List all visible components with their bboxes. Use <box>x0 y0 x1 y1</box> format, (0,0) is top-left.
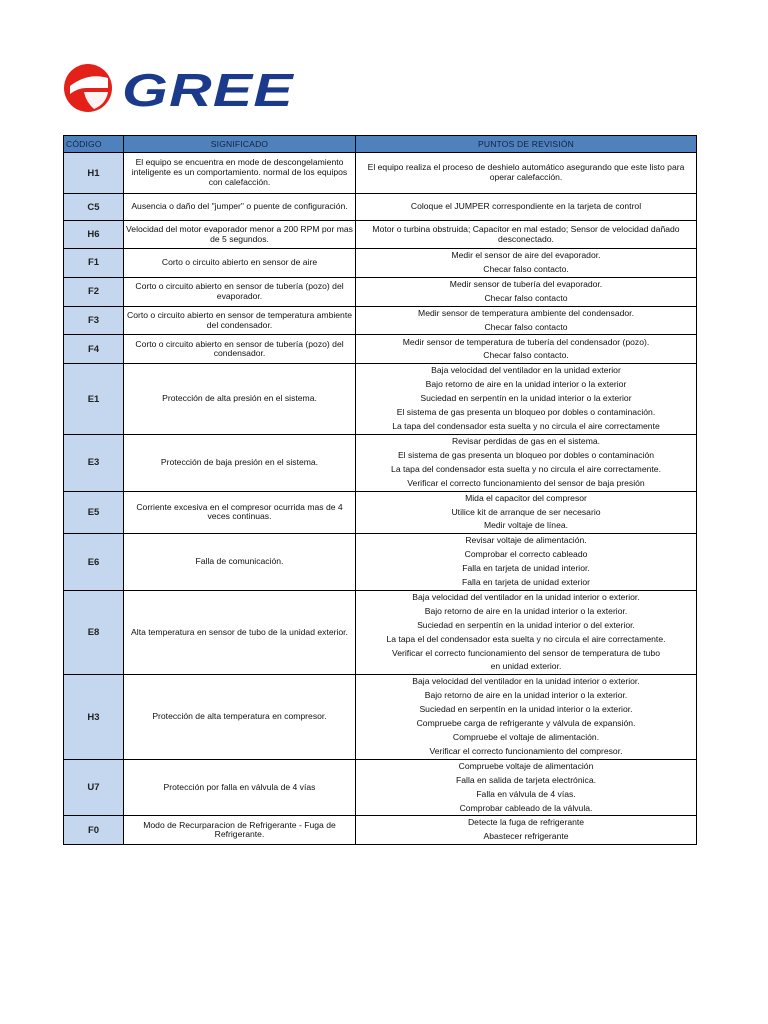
checks-cell <box>356 590 697 674</box>
meaning-cell: Corto o circuito abierto en sensor de aire <box>124 249 356 278</box>
check-item: en unidad exterior. <box>490 661 562 672</box>
checks-cell <box>356 759 697 816</box>
meaning-cell: Protección de alta presión en el sistema. <box>124 364 356 435</box>
checks-cell <box>356 306 697 335</box>
meaning-cell: Corto o circuito abierto en sensor de tubería (pozo) del condensador. <box>124 335 356 364</box>
error-code-cell: E1 <box>64 364 124 435</box>
check-item: Bajo retorno de aire en la unidad interior o la exterior. <box>424 690 628 701</box>
check-item: Medir sensor de temperatura de tubería del condensador (pozo). <box>402 336 650 347</box>
table-row <box>64 759 697 816</box>
table-row <box>64 816 697 845</box>
checks-cell <box>356 816 697 845</box>
svg-text:GREE: GREE <box>122 64 295 114</box>
meaning-cell: Modo de Recurparacion de Refrigerante - Fuga de Refrigerante. <box>124 816 356 845</box>
checks-cell <box>356 534 697 591</box>
meaning-cell: Corriente excesiva en el compresor ocurrida mas de 4 veces continuas. <box>124 491 356 534</box>
table-row <box>64 153 697 194</box>
check-item: Compruebe voltaje de alimentación <box>458 760 594 771</box>
table-row <box>64 434 697 491</box>
error-code-cell: H1 <box>64 153 124 194</box>
check-item: Utilice kit de arranque de ser necesario <box>451 506 601 517</box>
table-row <box>64 364 697 435</box>
check-item: Verificar el correcto funcionamiento del compresor. <box>429 745 623 756</box>
table-row <box>64 194 697 221</box>
meaning-cell: Corto o circuito abierto en sensor de tubería (pozo) del evaporador. <box>124 277 356 306</box>
check-item: Checar falso contacto. <box>483 263 569 274</box>
checks-cell <box>356 675 697 759</box>
checks-cell <box>356 249 697 278</box>
check-item: Suciedad en serpentín en la unidad interior o la exterior <box>420 393 632 404</box>
check-item: Comprobar cableado de la válvula. <box>459 802 593 813</box>
check-item: El equipo realiza el proceso de deshielo automático asegurando que este listo para operar calefacción. <box>367 162 685 182</box>
table-row <box>64 306 697 335</box>
gree-logo <box>64 64 296 114</box>
check-item: Comprobar el correcto cableado <box>464 549 588 560</box>
error-code-cell: E3 <box>64 434 124 491</box>
checks-cell <box>356 491 697 534</box>
header-meaning: SIGNIFICADO <box>124 136 356 153</box>
error-code-cell: F1 <box>64 249 124 278</box>
meaning-cell: Corto o circuito abierto en sensor de temperatura ambiente del condensador. <box>124 306 356 335</box>
checks-cell <box>356 364 697 435</box>
checks-cell <box>356 434 697 491</box>
check-item: La tapa del condensador esta suelta y no circula el aire correctamente <box>392 421 660 432</box>
error-code-cell: E6 <box>64 534 124 591</box>
error-code-cell: F4 <box>64 335 124 364</box>
check-item: Detecte la fuga de refrigerante <box>467 817 585 828</box>
checks-cell <box>356 335 697 364</box>
check-item: Falla en tarjeta de unidad interior. <box>462 563 590 574</box>
check-item: El sistema de gas presenta un bloqueo por dobles o contaminación <box>397 449 655 460</box>
meaning-cell: Velocidad del motor evaporador menor a 200 RPM por mas de 5 segundos. <box>124 221 356 249</box>
check-item: Suciedad en serpentín en la unidad interior o la exterior. <box>419 704 633 715</box>
check-item: Verificar el correcto funcionamiento del sensor de baja presión <box>407 477 645 488</box>
table-row <box>64 277 697 306</box>
header-code: CÓDIGO <box>64 136 124 153</box>
check-item: Baja velocidad del ventilador en la unidad interior o exterior. <box>412 676 640 687</box>
check-item: Coloque el JUMPER correspondiente en la tarjeta de control <box>410 201 642 212</box>
check-item: Compruebe carga de refrigerante y válvula de expansión. <box>416 718 636 729</box>
meaning-cell: Ausencia o daño del "jumper" o puente de configuración. <box>124 194 356 221</box>
check-item: Abastecer refrigerante <box>483 831 569 842</box>
check-item: Bajo retorno de aire en la unidad interior o la exterior <box>425 379 627 390</box>
check-item: Falla en tarjeta de unidad exterior <box>461 577 591 588</box>
meaning-cell: Protección de baja presión en el sistema. <box>124 434 356 491</box>
error-code-cell: C5 <box>64 194 124 221</box>
error-code-cell: E5 <box>64 491 124 534</box>
checks-cell <box>356 194 697 221</box>
check-item: Motor o turbina obstruida; Capacitor en mal estado; Sensor de velocidad dañado desconectado. <box>372 223 680 244</box>
table-row <box>64 221 697 249</box>
error-code-cell: E8 <box>64 590 124 674</box>
check-item: Baja velocidad del ventilador en la unidad interior o exterior. <box>412 591 640 602</box>
table-body <box>64 153 697 845</box>
table-header-row <box>64 136 697 153</box>
check-item: Checar falso contacto <box>484 292 568 303</box>
error-code-cell: H6 <box>64 221 124 249</box>
check-item: Medir el sensor de aire del evaporador. <box>451 250 601 260</box>
error-code-cell: F0 <box>64 816 124 845</box>
error-code-cell: F2 <box>64 277 124 306</box>
check-item: Falla en válvula de 4 vías. <box>476 788 576 799</box>
check-item: Medir voltaje de línea. <box>483 520 569 531</box>
error-code-cell: U7 <box>64 759 124 816</box>
checks-cell <box>356 277 697 306</box>
check-item: Checar falso contacto. <box>483 350 569 361</box>
table-row <box>64 491 697 534</box>
checks-cell <box>356 153 697 194</box>
check-item: Mida el capacitor del compresor <box>465 492 587 503</box>
meaning-cell: Protección de alta temperatura en compresor. <box>124 675 356 759</box>
table-row <box>64 590 697 674</box>
check-item: Falla en salida de tarjeta electrónica. <box>456 774 596 785</box>
meaning-cell: El equipo se encuentra en mode de descongelamiento inteligente es un comportamiento. normal de los equipos con calefacción. <box>124 153 356 194</box>
error-code-cell: H3 <box>64 675 124 759</box>
check-item: Compruebe el voltaje de alimentación. <box>452 732 600 742</box>
check-item: La tapa el del condensador esta suelta y no circula el aire correctamente. <box>386 633 666 644</box>
error-codes-table <box>63 135 697 845</box>
check-item: Verificar el correcto funcionamiento del sensor de temperatura de tubo <box>392 647 660 658</box>
error-code-cell: F3 <box>64 306 124 335</box>
table-row <box>64 534 697 591</box>
check-item: El sistema de gas presenta un bloqueo por dobles o contaminación. <box>396 407 656 418</box>
meaning-cell: Alta temperatura en sensor de tubo de la unidad exterior. <box>124 590 356 674</box>
check-item: Revisar perdidas de gas en el sistema. <box>451 435 601 446</box>
checks-cell <box>356 221 697 249</box>
table-row <box>64 335 697 364</box>
check-item: Checar falso contacto <box>484 321 568 332</box>
table-row <box>64 249 697 278</box>
meaning-cell: Protección por falla en válvula de 4 vías <box>124 759 356 816</box>
check-item: Suciedad en serpentín en la unidad interior o del exterior. <box>417 619 635 630</box>
check-item: Medir sensor de tubería del evaporador. <box>449 278 603 289</box>
meaning-cell: Falla de comunicación. <box>124 534 356 591</box>
check-item: La tapa del condensador esta suelta y no circula el aire correctamente. <box>391 463 661 474</box>
check-item: Bajo retorno de aire en la unidad interior o la exterior. <box>424 605 628 616</box>
check-item: Revisar voltaje de alimentación. <box>465 535 587 546</box>
table-row <box>64 675 697 759</box>
check-item: Medir sensor de temperatura ambiente del condensador. <box>418 307 634 318</box>
check-item: Baja velocidad del ventilador en la unidad exterior <box>431 365 621 376</box>
header-checks: PUNTOS DE REVISIÓN <box>356 136 697 153</box>
